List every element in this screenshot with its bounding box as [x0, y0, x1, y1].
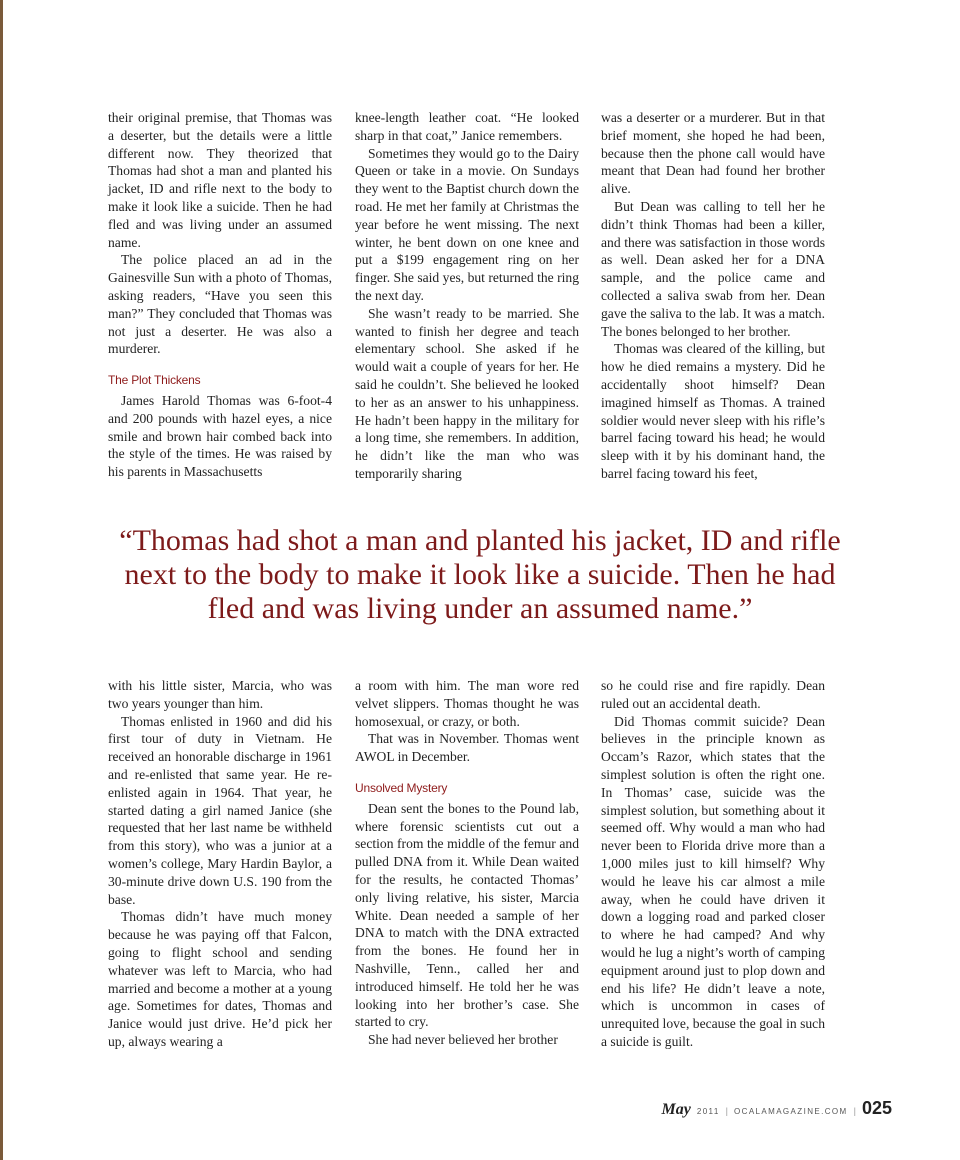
paragraph: a room with him. The man wore red velvet slippers. Thomas thought he was homosexual, or crazy, or both.: [355, 678, 579, 729]
bottom-column-2: [355, 677, 579, 1049]
bottom-column-1: [108, 677, 332, 1051]
paragraph: That was in November. Thomas went AWOL in December.: [355, 731, 579, 765]
paragraph: Thomas was cleared of the killing, but how he died remains a mystery. Did he accidentally shoot himself? Dean imagined himself as Thomas. A trained soldier would never sleep with his rifle’s barrel facing toward his head; he would sleep with it by his dominant hand, the barrel facing toward his feet,: [601, 341, 825, 481]
paragraph: But Dean was calling to tell her he didn’t think Thomas had been a killer, and there was satisfaction in those words as well. Dean asked her for a DNA sample, and the police came and collected a saliva swab from her. Dean gave the saliva to the lab. It was a match. The bones belonged to her brother.: [601, 198, 825, 339]
paragraph: their original premise, that Thomas was a deserter, but the details were a little different now. They theorized that Thomas had shot a man and planted his jacket, ID and rifle next to the body to make it look like a suicide. Then he had fled and was living under an assumed name.: [108, 110, 332, 250]
paragraph: James Harold Thomas was 6-foot-4 and 200 pounds with hazel eyes, a nice smile and brown hair combed back into the style of the times. He was raised by his parents in Massachusetts: [108, 392, 332, 480]
paragraph: Thomas didn’t have much money because he was paying off that Falcon, going to flight school and sending whatever was left to Marcia, who had married and become a mother at a young age. Sometimes for dates, Thomas and Janice would just drive. He’d pick her up, always wearing a: [108, 909, 332, 1049]
paragraph: Thomas enlisted in 1960 and did his first tour of duty in Vietnam. He received an honorable discharge in 1961 and re-enlisted that same year. He re-enlisted again in 1964. That year, he started dating a girl named Janice (she requested that her last name be withheld from this story), who was a junior at a women’s college, Mary Hardin Baylor, a 30-minute drive down U.S. 190 from the base.: [108, 713, 332, 907]
pull-quote: “Thomas had shot a man and planted his jacket, ID and rifle next to the body to make it look like a suicide. Then he had fled and was living under an assumed name.”: [119, 524, 841, 625]
footer-site: OCALAMAGAZINE.COM: [734, 1107, 848, 1116]
footer-separator: |: [725, 1106, 729, 1116]
paragraph: The police placed an ad in the Gainesville Sun with a photo of Thomas, asking readers, “Have you seen this man?” They concluded that Thomas was not just a deserter. He was also a murderer.: [108, 252, 332, 357]
top-column-1: [108, 109, 332, 481]
footer-year: 2011: [696, 1107, 720, 1116]
page-number: 025: [861, 1098, 892, 1118]
subheading-unsolved-mystery: Unsolved Mystery: [355, 780, 448, 795]
paragraph: Dean sent the bones to the Pound lab, where forensic scientists cut out a section from the middle of the femur and pulled DNA from it. While Dean waited for the results, he contacted Thomas’ only living relative, his sister, Marcia White. Dean needed a sample of her DNA to match with the DNA extracted from the bones. He found her in Nashville, Tenn., called her and introduced himself. He told her he was looking into her brother’s case. She started to cry.: [355, 800, 579, 1030]
paragraph: Did Thomas commit suicide? Dean believes in the principle known as Occam’s Razor, which states that the simplest solution is often the right one. In Thomas’ case, suicide was the simplest solution, but something about it seemed off. Why would a man who had never been to Florida drive more than a 1,000 miles just to kill himself? Why would he leave his car almost a mile away, when he could have driven it down a logging road and parked closer to where he had camped? And why would he lug a night’s worth of camping equipment around just to plop down and end his life? He didn’t leave a note, which is uncommon in cases of unrequited love, because the goal in such a suicide is guilt.: [601, 713, 825, 1049]
paragraph: with his little sister, Marcia, who was two years younger than him.: [108, 678, 332, 711]
footer-month: May: [661, 1101, 691, 1118]
bottom-column-3: [601, 677, 825, 1051]
footer-separator: |: [853, 1106, 856, 1116]
paragraph: She had never believed her brother: [368, 1032, 558, 1048]
paragraph: She wasn’t ready to be married. She wanted to finish her degree and teach elementary school. She asked if he would wait a couple of years for her. He said he couldn’t. She believed he looked to her as an answer to his unhappiness. He hadn’t been happy in the military for a long time, she remembers. In addition, he didn’t like the man who was temporarily sharing: [355, 305, 579, 481]
top-column-2: [355, 109, 579, 483]
subheading-plot-thickens: The Plot Thickens: [108, 373, 201, 388]
left-edge-bar: [0, 0, 3, 1160]
page-footer: [662, 1098, 892, 1119]
paragraph: so he could rise and fire rapidly. Dean ruled out an accidental death.: [601, 678, 825, 711]
paragraph: was a deserter or a murderer. But in that brief moment, she hoped he had been, because then the phone call would have meant that Dean had found her brother alive.: [601, 110, 825, 197]
paragraph: knee-length leather coat. “He looked sharp in that coat,” Janice remembers.: [355, 110, 579, 143]
top-column-3: [601, 109, 825, 483]
paragraph: Sometimes they would go to the Dairy Queen or take in a movie. On Sundays they went to the Baptist church down the road. He met her family at Christmas the year before he went missing. The next winter, he bent down on one knee and put a $199 engagement ring on her finger. She said yes, but returned the ring the next day.: [355, 145, 579, 303]
